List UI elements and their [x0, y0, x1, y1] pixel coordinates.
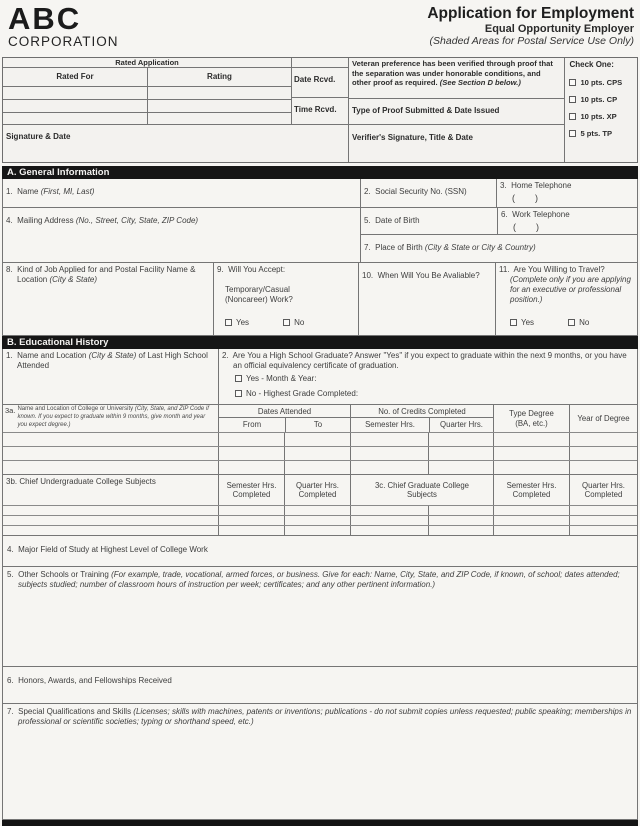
to-cell[interactable] — [284, 433, 350, 446]
from-header: From — [242, 420, 262, 430]
place-of-birth-hint: (City & State or City & Country) — [424, 243, 536, 252]
section-a-row-2-3 — [3, 207, 637, 262]
high-school-field[interactable] — [3, 349, 218, 404]
check-option-cp — [569, 95, 633, 104]
check-option-cps — [569, 78, 633, 87]
check-option-xp — [569, 112, 633, 121]
dates-attended-header: Dates Attended — [219, 405, 350, 418]
check-one-label: Check One: — [569, 60, 614, 69]
college-table-row — [3, 446, 637, 460]
sem-hrs-cell[interactable] — [493, 516, 569, 525]
date-received-label: Date Rcvd. — [294, 75, 336, 84]
form-titles — [427, 4, 634, 48]
credits-header: No. of Credits Completed — [351, 405, 493, 418]
college-name-cell[interactable] — [3, 447, 218, 460]
xp-label: 10 pts. XP — [580, 111, 617, 121]
rated-row — [3, 113, 291, 124]
company-logo — [8, 1, 119, 49]
hs-graduate-yes-option — [235, 374, 634, 384]
sem-hrs-cell[interactable] — [218, 506, 284, 515]
rated-row — [3, 100, 291, 113]
qtr-hrs-cell[interactable] — [569, 516, 637, 525]
high-school-text2: of Last High School Attended — [17, 351, 210, 370]
section-a-bar: A. General Information — [2, 166, 638, 179]
accept-yes-option — [225, 318, 249, 328]
verifier-signature-label: Verifier's Signature, Title & Date — [352, 133, 473, 142]
sem-hrs-cell[interactable] — [493, 526, 569, 535]
semester-hrs-header: Semester Hrs. — [365, 420, 415, 430]
xp-checkbox[interactable] — [569, 113, 576, 120]
hs-graduate-no-checkbox[interactable] — [235, 390, 242, 397]
grad-subject-cell[interactable] — [350, 516, 428, 525]
home-telephone-parens: ( ) — [512, 193, 538, 203]
other-schools-field[interactable] — [3, 566, 637, 666]
time-received-field[interactable] — [292, 98, 348, 124]
hs-graduate-no-option — [235, 389, 634, 399]
work-telephone-field[interactable] — [497, 208, 637, 234]
special-qualifications-field[interactable] — [3, 703, 637, 819]
form-subtitle: Equal Opportunity Employer — [484, 22, 634, 35]
semester-hrs-cell[interactable] — [350, 447, 428, 460]
semester-hrs-cell[interactable] — [350, 461, 428, 474]
hs-graduate-no-label: No - Highest Grade Completed: — [246, 389, 359, 398]
received-column — [291, 58, 348, 124]
tp-checkbox[interactable] — [569, 130, 576, 137]
section-a-table — [2, 179, 638, 336]
from-cell[interactable] — [218, 433, 284, 446]
high-school-hint: (City & State) — [88, 351, 137, 360]
when-available-field[interactable] — [358, 263, 495, 335]
type-degree-cell[interactable] — [493, 433, 569, 446]
year-degree-cell[interactable] — [569, 461, 637, 474]
veteran-statement-text: Veteran preference has been verified through proof that the separation was under honorable conditions, and other proof as required. — [352, 59, 553, 88]
quarter-hrs-cell[interactable] — [428, 433, 493, 446]
rated-for-label: Rated For — [56, 72, 94, 81]
signature-date-label: Signature & Date — [6, 132, 71, 141]
qtr-hrs-cell[interactable] — [569, 526, 637, 535]
will-you-accept-body: Temporary/Casual (Noncareer) Work? — [225, 285, 293, 304]
mailing-address-field[interactable] — [3, 208, 360, 262]
willing-to-travel-label: 11. Are You Willing to Travel? — [499, 265, 605, 274]
honors-awards-label: 6. Honors, Awards, and Fellowships Received — [7, 676, 172, 685]
college-name-header — [3, 405, 218, 432]
ssn-label: 2. Social Security No. (SSN) — [364, 187, 467, 196]
rated-row — [3, 87, 291, 100]
cps-label: 10 pts. CPS — [580, 77, 623, 87]
page-bottom-rule — [2, 820, 638, 826]
date-received-field[interactable] — [292, 68, 348, 98]
rated-for-field[interactable] — [3, 100, 147, 112]
hs-graduate-yes-label: Yes - Month & Year: — [246, 374, 317, 383]
type-of-proof-label: Type of Proof Submitted & Date Issued — [352, 106, 500, 115]
rated-application-grid — [3, 58, 348, 124]
undergrad-subject-cell[interactable] — [3, 506, 218, 515]
postal-service-area — [2, 57, 638, 163]
college-table-header — [3, 405, 637, 432]
rated-application-header: Rated Application — [3, 58, 291, 68]
grad-subject-cell[interactable] — [350, 526, 428, 535]
dob-worktel-row — [361, 208, 637, 234]
section-b-bar: B. Educational History — [2, 336, 638, 349]
grad-subject-cell[interactable] — [428, 526, 493, 535]
time-received-label: Time Rcvd. — [294, 105, 337, 114]
college-name-number: 3a. — [5, 406, 16, 415]
high-school-text: 1. Name and Location — [6, 351, 89, 360]
company-logo-text: ABC — [8, 1, 82, 36]
home-telephone-label: 3. Home Telephone — [500, 181, 572, 190]
travel-no-option — [568, 318, 589, 328]
year-degree-cell[interactable] — [569, 447, 637, 460]
quarter-hrs-cell[interactable] — [428, 447, 493, 460]
check-one-column — [564, 58, 637, 162]
qtr-hrs-cell[interactable] — [284, 516, 350, 525]
grad-qtr-header: Quarter Hrs. Completed — [569, 475, 637, 505]
cps-checkbox[interactable] — [569, 79, 576, 86]
quarter-hrs-cell[interactable] — [428, 461, 493, 474]
date-of-birth-label: 5. Date of Birth — [364, 216, 420, 225]
year-degree-header: Year of Degree — [569, 405, 637, 432]
accept-yes-no-row — [217, 318, 355, 328]
check-option-tp — [569, 129, 633, 138]
will-you-accept-field[interactable] — [213, 263, 358, 335]
rating-field[interactable] — [147, 100, 291, 112]
high-school-label — [6, 351, 215, 371]
veteran-statement-ref: (See Section D below.) — [439, 78, 521, 88]
undergrad-subject-cell[interactable] — [3, 516, 218, 525]
place-of-birth-label: 7. Place of Birth — [364, 243, 425, 252]
work-telephone-label: 6. Work Telephone — [501, 210, 570, 219]
rating-field[interactable] — [147, 113, 291, 124]
rated-column-labels — [3, 68, 291, 87]
dates-attended-group — [218, 405, 350, 432]
form-body — [2, 0, 638, 826]
will-you-accept-label: 9. Will You Accept: — [217, 265, 286, 274]
willing-to-travel-field[interactable] — [495, 263, 637, 335]
section-a-row-4 — [3, 262, 637, 335]
year-degree-cell[interactable] — [569, 433, 637, 446]
section-b-table — [2, 349, 638, 820]
place-of-birth-field[interactable] — [361, 234, 637, 262]
undergrad-qtr-header: Quarter Hrs. Completed — [284, 475, 350, 505]
other-schools-label — [7, 570, 633, 590]
rated-application-table — [3, 58, 348, 162]
grad-subjects-header: 3c. Chief Graduate College Subjects — [350, 475, 493, 505]
name-label: 1. Name — [6, 187, 41, 196]
rating-field[interactable] — [147, 87, 291, 99]
rating-label: Rating — [147, 68, 291, 86]
sem-hrs-cell[interactable] — [493, 506, 569, 515]
type-of-proof-field[interactable] — [349, 98, 564, 124]
subjects-table-row — [3, 505, 637, 515]
hs-graduate-field[interactable] — [218, 349, 637, 404]
sem-hrs-cell[interactable] — [218, 526, 284, 535]
rated-for-field[interactable] — [3, 113, 147, 124]
from-to-row — [219, 418, 350, 432]
shaded-areas-note: (Shaded Areas for Postal Service Use Only) — [429, 35, 634, 48]
date-of-birth-field[interactable] — [361, 208, 497, 234]
subjects-table — [3, 474, 637, 535]
other-schools-text: 5. Other Schools or Training — [7, 570, 112, 579]
to-cell[interactable] — [284, 447, 350, 460]
college-name-text — [17, 406, 216, 431]
college-name-cell[interactable] — [3, 433, 218, 446]
to-header: To — [285, 418, 350, 432]
section-b-row-1 — [3, 349, 637, 404]
type-degree-cell[interactable] — [493, 447, 569, 460]
veteran-statement — [349, 58, 564, 98]
travel-yes-no-row — [499, 318, 634, 328]
section-a-row-2-3-right — [360, 208, 637, 262]
college-table-row — [3, 432, 637, 446]
special-qualifications-text: 7. Special Qualifications and Skills — [7, 707, 134, 716]
verifier-signature-field[interactable] — [349, 124, 564, 162]
kind-of-job-hint: (City & State) — [49, 275, 98, 284]
to-cell[interactable] — [284, 461, 350, 474]
sem-hrs-cell[interactable] — [218, 516, 284, 525]
undergrad-subjects-header: 3b. Chief Undergraduate College Subjects — [6, 477, 156, 486]
quarter-hrs-header: Quarter Hrs. — [429, 418, 493, 432]
accept-yes-label: Yes — [236, 318, 250, 327]
other-schools-hint: (For example, trade, vocational, armed forces, or business. Give for each: Name, City, State, and ZIP Code, if known, of school; dates attended; subjects studied; number of classroom hours of instruction per week; certificates; and any other pertinent information.) — [18, 570, 622, 589]
company-logo-subtext: CORPORATION — [8, 34, 119, 49]
accept-no-label: No — [294, 318, 305, 327]
accept-yes-checkbox[interactable] — [225, 319, 232, 326]
special-qualifications-hint: (Licenses; skills with machines, patents or inventions; publications - do not submit copies unless requested; public speaking; memberships in professional or scientific societies; typing or shorthand speed, etc.) — [18, 707, 634, 726]
travel-yes-checkbox[interactable] — [510, 319, 517, 326]
kind-of-job-label — [6, 265, 210, 285]
name-field[interactable] — [3, 179, 360, 207]
grad-subject-cell[interactable] — [428, 506, 493, 515]
honors-awards-field[interactable] — [3, 666, 637, 703]
qtr-hrs-cell[interactable] — [284, 526, 350, 535]
credits-group — [350, 405, 493, 432]
cp-checkbox[interactable] — [569, 96, 576, 103]
willing-to-travel-hint: (Complete only if you are applying for an executive or professional position.) — [510, 275, 631, 304]
subjects-table-header — [3, 475, 637, 505]
college-name-hint: (City, State, and ZIP Code if known. If you expect to graduate within 9 months, give month and year you expect degree.) — [17, 406, 209, 428]
sem-qtr-row — [351, 418, 493, 432]
subjects-table-row — [3, 515, 637, 525]
qtr-hrs-cell[interactable] — [284, 506, 350, 515]
travel-no-label: No — [579, 318, 590, 327]
travel-yes-label: Yes — [521, 318, 535, 327]
type-degree-cell[interactable] — [493, 461, 569, 474]
tp-label: 5 pts. TP — [580, 128, 613, 138]
travel-no-checkbox[interactable] — [568, 319, 575, 326]
major-field-of-study-label: 4. Major Field of Study at Highest Level of College Work — [7, 545, 208, 554]
signature-date-field[interactable] — [3, 124, 348, 162]
semester-hrs-cell[interactable] — [350, 433, 428, 446]
hs-graduate-yes-checkbox[interactable] — [235, 375, 242, 382]
from-cell[interactable] — [218, 461, 284, 474]
grad-sem-header: Semester Hrs. Completed — [493, 475, 569, 505]
form-header — [2, 0, 638, 55]
form-title: Application for Employment — [427, 5, 634, 22]
mailing-address-label: 4. Mailing Address — [6, 216, 76, 225]
qtr-hrs-cell[interactable] — [569, 506, 637, 515]
special-qualifications-label — [7, 707, 633, 727]
name-hint: (First, MI, Last) — [40, 187, 95, 196]
home-telephone-field[interactable] — [496, 179, 637, 207]
ssn-field[interactable] — [360, 179, 496, 207]
rated-for-field[interactable] — [3, 87, 147, 99]
undergrad-sem-header: Semester Hrs. Completed — [218, 475, 284, 505]
travel-yes-option — [510, 318, 534, 328]
work-telephone-parens: ( ) — [513, 222, 539, 232]
college-table-row — [3, 460, 637, 474]
major-field-of-study-field[interactable] — [3, 535, 637, 566]
received-column-spacer — [292, 58, 348, 68]
cp-label: 10 pts. CP — [580, 94, 618, 104]
subjects-table-row — [3, 525, 637, 535]
grad-subject-cell[interactable] — [350, 506, 428, 515]
accept-no-option — [283, 318, 304, 328]
when-available-label: 10. When Will You Be Avaliable? — [362, 271, 480, 280]
undergrad-subject-cell[interactable] — [3, 526, 218, 535]
from-cell[interactable] — [218, 447, 284, 460]
grad-subject-cell[interactable] — [428, 516, 493, 525]
accept-no-checkbox[interactable] — [283, 319, 290, 326]
college-name-cell[interactable] — [3, 461, 218, 474]
college-table — [3, 404, 637, 474]
type-degree-header: Type Degree (BA, etc.) — [493, 405, 569, 432]
kind-of-job-text: 8. Kind of Job Applied for and Postal Facility Name & Location — [6, 265, 198, 284]
rated-grid-left — [3, 58, 291, 124]
kind-of-job-field[interactable] — [3, 263, 213, 335]
section-a-row-1 — [3, 179, 637, 207]
college-name-label: Name and Location of College or University — [17, 406, 135, 412]
mailing-address-hint: (No., Street, City, State, ZIP Code) — [75, 216, 199, 225]
veteran-preference-column — [348, 58, 564, 162]
hs-graduate-label: 2. Are You a High School Graduate? Answer "Yes" if you expect to graduate within the next 9 months, or you have an official equivalency certificate of graduation. — [222, 351, 629, 370]
